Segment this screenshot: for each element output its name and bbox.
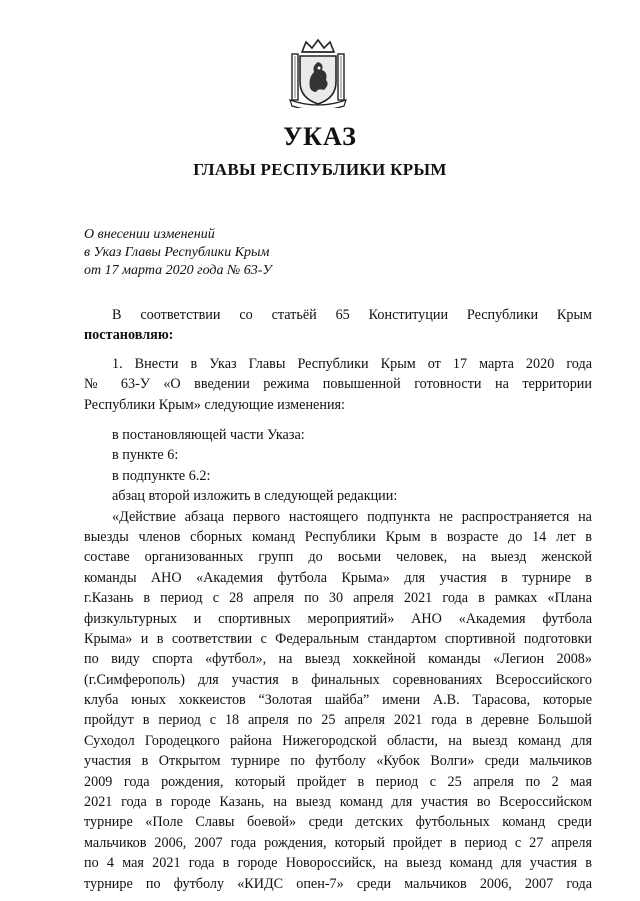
decree-title: УКАЗ [283,122,357,151]
decree-subject [84,226,272,280]
quote-line: команды АНО «Академия футбола Крыма» для участия в турнире в [84,569,592,586]
quote-line: составе организованных групп до восьми человек, на выезд женской [84,549,592,566]
change-line: абзац второй изложить в следующей редакции: [112,488,398,505]
quote-line: 2021 года в городе Казань, на выезд команд для участия во Всероссийском [84,794,592,811]
quote-line: по 4 мая 2021 года в городе Новороссийск, на выезд команд для участия в [84,855,592,872]
change-line: в постановляющей части Указа: [112,427,305,443]
change-line: в пункте 6: [112,447,179,464]
quote-line: Суходол Городецкого района Нижегородской области, на выезд команд для [84,732,592,749]
item-1-paragraph [84,354,592,415]
item-1-line: Республики Крым» следующие изменения: [84,396,345,413]
quote-line: (г.Симферополь) для участия в финальных соревнованиях Всероссийского [84,671,592,688]
quote-line: «Действие абзаца первого настоящего подпункта не распространяется на [112,508,592,525]
quote-line: турнире «Поле Славы боевой» среди детских футбольных команд среди [84,814,592,831]
quote-line: участия в Открытом турнире по футболу «Кубок Волги» среди мальчиков [84,753,592,770]
quote-line: мальчиков 2006, 2007 года рождения, который пройдет в период с 27 апреля [84,834,592,851]
quote-line: клуба юных хоккеистов “Золотая шайба” имени А.В. Тарасова, которые [84,692,592,709]
quote-line: по виду спорта «футбол», на выезд хоккейной команды «Легион 2008» [84,651,592,668]
intro-line: В соответствии со статьёй 65 Конституции Республики Крым [112,307,592,323]
resolve-word: постановляю: [84,327,174,344]
subject-line: О внесении изменений [84,227,215,242]
quote-line: выезды членов сборных команд Республики Крым в возрасте до 14 лет в [84,528,592,545]
quote-line: г.Казань в период с 28 апреля по 30 апреля 2021 года в рамках «Плана [84,590,592,607]
quote-line: 2009 года рождения, который пройдет в период с 25 апреля по 2 мая [84,773,592,790]
subject-line: в Указ Главы Республики Крым [84,245,270,260]
item-1-line: № 63-У «О введении режима повышенной готовности на территории [84,376,592,393]
intro-paragraph [84,305,592,346]
subject-line: от 17 марта 2020 года № 63-У [84,263,272,278]
coat-of-arms-emblem [288,38,348,108]
quote-line: турнире по футболу «КИДС опен-7» среди мальчиков 2006, 2007 года [84,875,592,892]
quote-line: Крыма» и в соответствии с Федеральным стандартом спортивной подготовки [84,630,592,647]
change-line: в подпункте 6.2: [112,467,211,484]
decree-subtitle: ГЛАВЫ РЕСПУБЛИКИ КРЫМ [193,160,447,179]
changes-and-quote [84,425,592,894]
quote-line: пройдут в период с 18 апреля по 25 апреля 2021 года в деревне Большой [84,712,592,729]
quote-line: физкультурных и спортивных мероприятий» АНО «Академия футбола [84,610,592,627]
item-1-line: 1. Внести в Указ Главы Республики Крым от 17 марта 2020 года [112,356,592,372]
